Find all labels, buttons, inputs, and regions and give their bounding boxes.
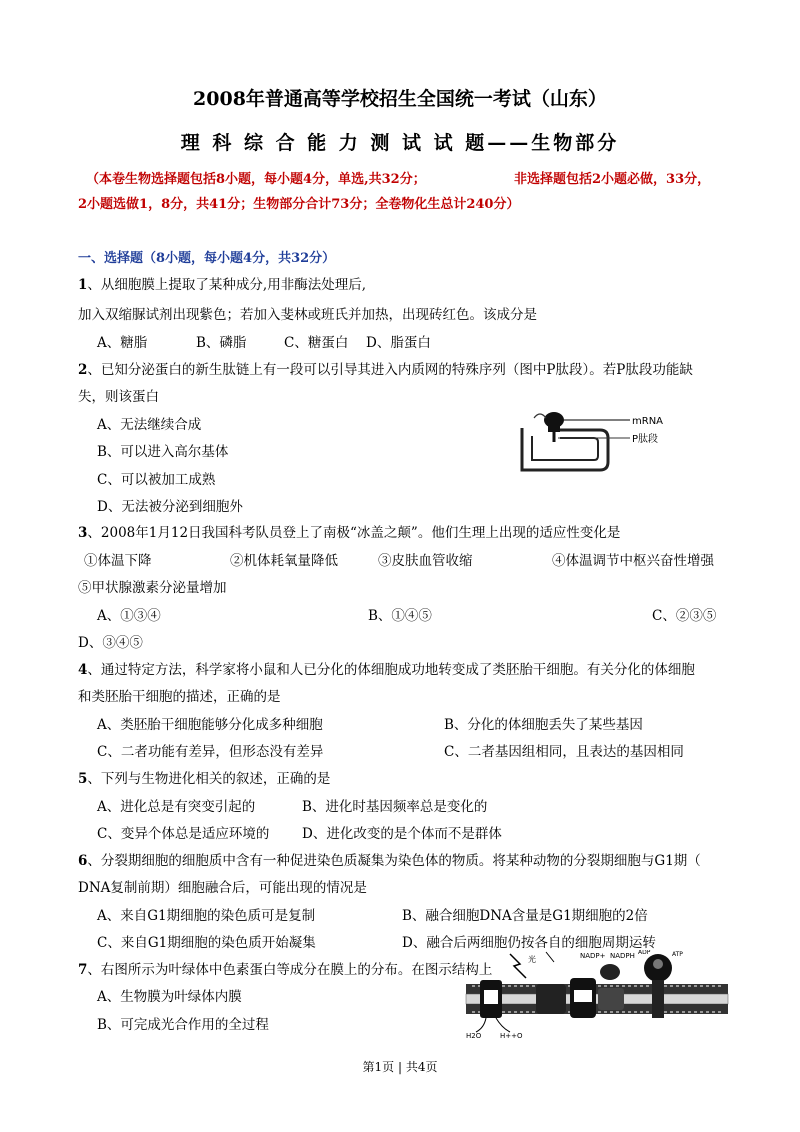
option-b: B、进化时基因频率总是变化的 bbox=[302, 799, 488, 815]
light-arrow-icon bbox=[510, 954, 526, 978]
question-number: 1 bbox=[78, 277, 88, 293]
statement-2: ②机体耗氧量降低 bbox=[230, 553, 338, 569]
option-c: C、可以被加工成熟 bbox=[97, 472, 216, 488]
option-b: B、可完成光合作用的全过程 bbox=[97, 1017, 269, 1033]
section-heading: 一、选择题（8小题，每小题4分，共32分） bbox=[78, 251, 336, 266]
option-a: A、来自G1期细胞的染色质可是复制 bbox=[97, 908, 316, 924]
option-b: B、①④⑤ bbox=[368, 608, 432, 624]
question-text: 、分裂期细胞的细胞质中含有一种促进染色质凝集为染色体的物质。将某种动物的分裂期细胞与G1期（ bbox=[87, 853, 701, 869]
question-2 bbox=[78, 358, 693, 378]
score-note-2: 2小题选做1，8分，共41分；生物部分合计73分；全卷物化生总计240分） bbox=[78, 197, 520, 212]
question-text: 、已知分泌蛋白的新生肽链上有一段可以引导其进入内质网的特殊序列（图中P肽段）。若P肽段功能缺 bbox=[87, 362, 693, 378]
thylakoid-membrane-figure bbox=[462, 950, 732, 1040]
atp-label: ATP bbox=[672, 951, 683, 958]
question-text: 、下列与生物进化相关的叙述，正确的是 bbox=[87, 771, 331, 787]
option-d: D、无法被分泌到细胞外 bbox=[97, 499, 243, 515]
statement-4: ④体温调节中枢兴奋性增强 bbox=[552, 553, 714, 569]
question-5 bbox=[78, 767, 330, 787]
mrna-label: mRNA bbox=[632, 416, 664, 427]
option-d: C、二者基因组相同，且表达的基因相同 bbox=[444, 744, 684, 760]
question-number: 3 bbox=[78, 525, 88, 541]
nadp-label: NADP+ bbox=[580, 952, 606, 960]
p-peptide-label: P肽段 bbox=[632, 434, 659, 445]
water-label: H2O bbox=[466, 1032, 482, 1040]
question-number: 7 bbox=[78, 962, 88, 978]
question-3 bbox=[78, 521, 620, 541]
option-d: D、脂蛋白 bbox=[366, 335, 431, 351]
option-c: C、来自G1期细胞的染色质开始凝集 bbox=[97, 935, 316, 951]
question-text: 、2008年1月12日我国科考队员登上了南极“冰盖之颠”。他们生理上出现的适应性变化是 bbox=[87, 525, 621, 541]
question-1-line2: 加入双缩脲试剂出现紫色；若加入斐林或班氏并加热，出现砖红色。该成分是 bbox=[78, 307, 537, 323]
score-note-1b: 非选择题包括2小题必做，33分， bbox=[514, 172, 711, 187]
nadp-reductase-icon bbox=[600, 964, 620, 980]
question-7 bbox=[78, 958, 492, 978]
adp-label: ADP bbox=[638, 950, 651, 956]
option-c: C、②③⑤ bbox=[652, 608, 717, 624]
h-o-label: H++O bbox=[500, 1032, 523, 1040]
statement-5: ⑤甲状腺激素分泌量增加 bbox=[78, 580, 227, 596]
page-title: 2008年普通高等学校招生全国统一考试（山东） bbox=[193, 88, 607, 110]
question-number: 6 bbox=[78, 853, 88, 869]
question-text: 、右图所示为叶绿体中色素蛋白等成分在膜上的分布。在图示结构上 bbox=[87, 962, 493, 978]
question-1 bbox=[78, 273, 366, 293]
option-b: B、可以进入高尔基体 bbox=[97, 444, 229, 460]
question-6-line2: DNA复制前期）细胞融合后，可能出现的情况是 bbox=[78, 880, 367, 896]
light-label: 光 bbox=[528, 955, 536, 964]
option-d: D、进化改变的是个体而不是群体 bbox=[302, 826, 502, 842]
statement-1: ①体温下降 bbox=[84, 553, 152, 569]
question-number: 4 bbox=[78, 662, 88, 678]
option-c: C、糖蛋白 bbox=[284, 335, 349, 351]
option-c: C、二者功能有差异，但形态没有差异 bbox=[97, 744, 324, 760]
option-a: A、生物膜为叶绿体内膜 bbox=[97, 989, 242, 1005]
cytochrome-complex-icon bbox=[536, 984, 566, 1014]
question-2-line2: 失，则该蛋白 bbox=[78, 389, 159, 405]
option-a: A、进化总是有突变引起的 bbox=[97, 799, 256, 815]
option-a: A、无法继续合成 bbox=[97, 417, 202, 433]
question-number: 5 bbox=[78, 771, 88, 787]
peptide-figure bbox=[512, 408, 692, 480]
statement-3: ③皮肤血管收缩 bbox=[378, 553, 473, 569]
option-a: A、类胚胎干细胞能够分化成多种细胞 bbox=[97, 717, 323, 733]
option-b: B、磷脂 bbox=[196, 335, 247, 351]
option-a: A、糖脂 bbox=[97, 335, 148, 351]
option-d: D、③④⑤ bbox=[78, 635, 143, 651]
option-b: B、融合细胞DNA含量是G1期细胞的2倍 bbox=[402, 908, 648, 924]
page-subtitle: 理 科 综 合 能 力 测 试 试 题——生物部分 bbox=[180, 132, 620, 154]
question-number: 2 bbox=[78, 362, 88, 378]
question-text: 、通过特定方法，科学家将小鼠和人已分化的体细胞成功地转变成了类胚胎干细胞。有关分化的体细胞 bbox=[87, 662, 695, 678]
option-a: A、①③④ bbox=[97, 608, 161, 624]
question-text: 、从细胞膜上提取了某种成分,用非酶法处理后, bbox=[87, 277, 366, 293]
nadph-label: NADPH bbox=[610, 952, 635, 960]
question-4-line2: 和类胚胎干细胞的描述，正确的是 bbox=[78, 689, 281, 705]
score-note-1a: （本卷生物选择题包括8小题，每小题4分，单选,共32分； bbox=[86, 172, 426, 187]
question-6 bbox=[78, 849, 701, 869]
option-b: B、分化的体细胞丢失了某些基因 bbox=[444, 717, 643, 733]
option-c: C、变异个体总是适应环境的 bbox=[97, 826, 270, 842]
option-d: D、融合后两细胞仍按各自的细胞周期运转 bbox=[402, 935, 656, 951]
page-footer: 第1页 | 共4页 bbox=[362, 1060, 438, 1074]
question-4 bbox=[78, 658, 695, 678]
